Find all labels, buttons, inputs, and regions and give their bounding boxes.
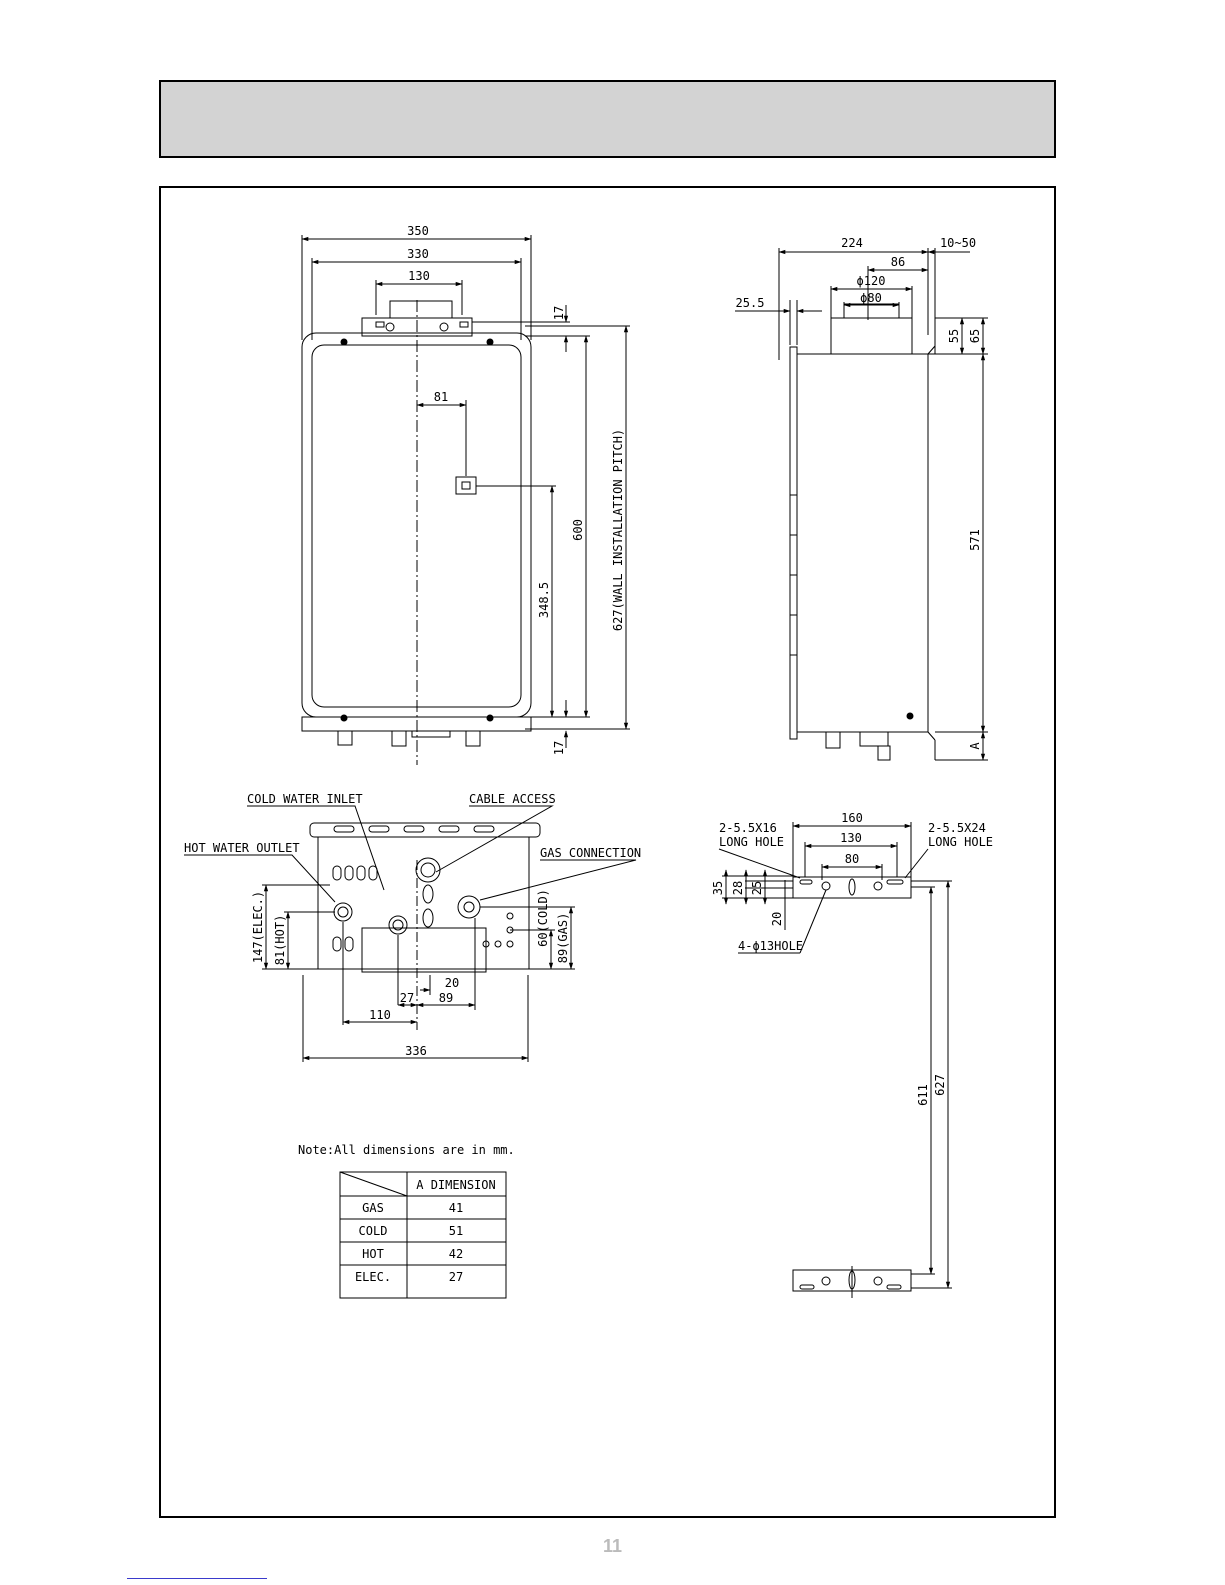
- dim-350: 350: [407, 224, 429, 238]
- dim-81-hot: 81(HOT): [273, 914, 287, 966]
- dim-89-gas: 89(GAS): [556, 912, 570, 964]
- dim-a: A: [968, 742, 982, 750]
- bracket-view-labels: [711, 811, 993, 1106]
- table-row-label: COLD: [358, 1224, 388, 1238]
- table-row-value: 27: [448, 1270, 464, 1284]
- dim-348-5: 348.5: [537, 581, 551, 619]
- dim-55: 55: [947, 328, 961, 344]
- dim-224: 224: [841, 236, 863, 250]
- side-view-labels: [736, 236, 982, 750]
- label-cold-water-inlet: COLD WATER INLET: [247, 792, 363, 806]
- dim-627: 627: [933, 1074, 947, 1096]
- dim-86: 86: [890, 255, 906, 269]
- page-number: 11: [602, 1536, 623, 1556]
- dim-80: 80: [844, 852, 860, 866]
- footer-link-rule: [127, 1578, 267, 1579]
- dim-336: 336: [405, 1044, 427, 1058]
- dimensions-note: Note:All dimensions are in mm.: [298, 1143, 515, 1157]
- dim-20-bracket: 20: [770, 911, 784, 927]
- table-header: A DIMENSION: [416, 1178, 496, 1192]
- dim-top-17: 17: [552, 305, 566, 321]
- dim-phi120: ϕ120: [856, 274, 886, 288]
- dim-89: 89: [438, 991, 454, 1005]
- dim-81: 81: [433, 390, 449, 404]
- front-view: [302, 235, 630, 765]
- table-row-label: ELEC.: [354, 1270, 392, 1284]
- dim-25: 25: [750, 880, 764, 896]
- dim-130: 130: [408, 269, 430, 283]
- dim-65: 65: [968, 328, 982, 344]
- dim-600: 600: [571, 519, 585, 541]
- label-right-hole-2: LONG HOLE: [928, 835, 994, 849]
- dim-611: 611: [916, 1084, 930, 1106]
- side-view: [735, 248, 988, 760]
- dim-60-cold: 60(COLD): [536, 889, 550, 947]
- dim-330: 330: [407, 247, 429, 261]
- dim-147-elec: 147(ELEC.): [251, 890, 265, 964]
- label-right-hole-1: 2-5.5X24: [928, 821, 986, 835]
- dim-28: 28: [731, 880, 745, 896]
- dim-35: 35: [711, 880, 725, 896]
- dim-bottom-17: 17: [552, 740, 566, 756]
- dim-110: 110: [369, 1008, 391, 1022]
- dim-10-50: 10~50: [939, 236, 977, 250]
- dim-wall-pitch: 627(WALL INSTALLATION PITCH): [611, 428, 625, 632]
- table-row-value: 51: [448, 1224, 464, 1238]
- dimension-table-text: [355, 1178, 496, 1284]
- label-holes: 4-ϕ13HOLE: [738, 939, 804, 953]
- dim-25-5: 25.5: [735, 296, 765, 310]
- table-row-value: 41: [448, 1201, 464, 1215]
- dim-130-bracket: 130: [840, 831, 862, 845]
- front-view-labels: [407, 224, 625, 755]
- dim-phi80: ϕ80: [860, 291, 882, 305]
- label-cable-access: CABLE ACCESS: [469, 792, 556, 806]
- label-left-hole-1: 2-5.5X16: [719, 821, 777, 835]
- dim-571: 571: [968, 529, 982, 551]
- dim-160: 160: [841, 811, 863, 825]
- label-gas-connection: GAS CONNECTION: [540, 846, 642, 860]
- table-row-label: HOT: [362, 1247, 384, 1261]
- table-row-label: GAS: [362, 1201, 384, 1215]
- table-row-value: 42: [448, 1247, 464, 1261]
- dim-27: 27: [399, 991, 415, 1005]
- label-left-hole-2: LONG HOLE: [719, 835, 785, 849]
- dim-20: 20: [444, 976, 460, 990]
- label-hot-water-outlet: HOT WATER OUTLET: [184, 841, 300, 855]
